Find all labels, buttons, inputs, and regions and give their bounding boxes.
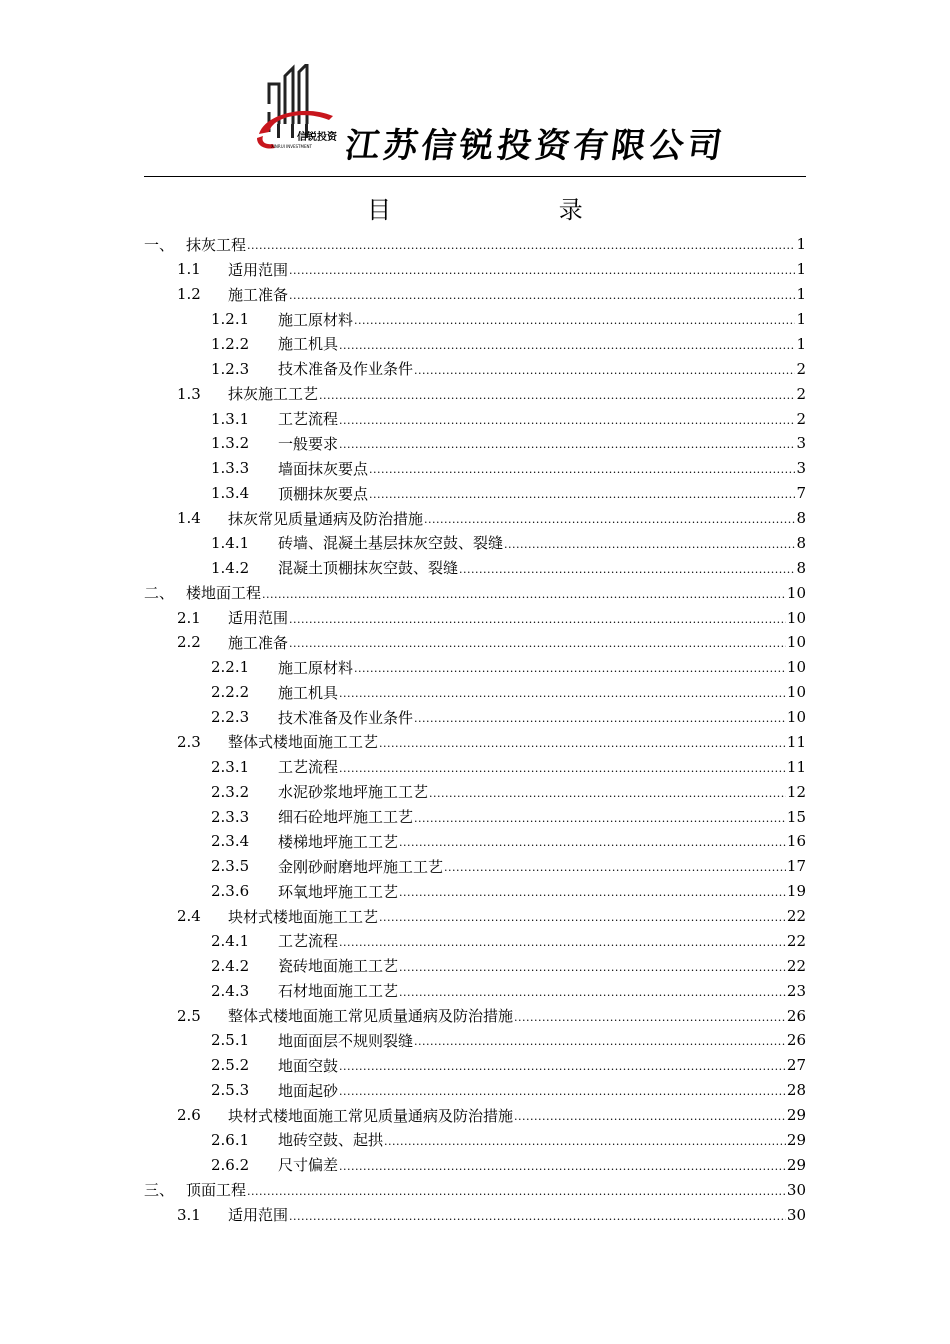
- toc-entry-title: 砖墙、混凝土基层抹灰空鼓、裂缝: [278, 534, 504, 553]
- toc-dot-leader: [444, 857, 786, 875]
- toc-entry-page: 22: [786, 907, 806, 926]
- toc-entry[interactable]: [144, 580, 806, 605]
- toc-dot-leader: [247, 235, 795, 253]
- toc-entry-number: 1.3.1: [211, 409, 250, 428]
- toc-entry-title: 细石砼地坪施工工艺: [278, 808, 414, 827]
- toc-dot-leader: [399, 832, 786, 850]
- toc-entry[interactable]: [144, 232, 806, 257]
- toc-entry-title: 地面空鼓: [278, 1056, 339, 1075]
- toc-title: 目 录: [367, 196, 663, 224]
- company-logo: [255, 64, 345, 160]
- toc-dot-leader: [339, 683, 786, 701]
- toc-dot-leader: [339, 434, 795, 452]
- toc-entry[interactable]: [144, 1028, 806, 1053]
- toc-entry-number: 2.5: [177, 1006, 201, 1025]
- toc-entry-number: 2.5.2: [211, 1056, 250, 1075]
- toc-entry[interactable]: [144, 730, 806, 755]
- toc-entry-title: 楼地面工程: [186, 584, 262, 603]
- toc-entry[interactable]: [144, 854, 806, 879]
- toc-dot-leader: [514, 1106, 786, 1124]
- toc-entry-page: 7: [796, 484, 806, 503]
- toc-dot-leader: [339, 932, 786, 950]
- toc-entry-title: 整体式楼地面施工常见质量通病及防治措施: [228, 1007, 514, 1026]
- toc-entry[interactable]: [144, 307, 806, 332]
- toc-dot-leader: [379, 733, 786, 751]
- toc-entry-title: 尺寸偏差: [278, 1156, 339, 1175]
- toc-entry[interactable]: [144, 904, 806, 929]
- toc-entry[interactable]: [144, 555, 806, 580]
- toc-entry-page: 30: [786, 1205, 806, 1224]
- toc-entry-number: 2.4.2: [211, 956, 250, 975]
- toc-entry-number: 2.6: [177, 1106, 201, 1125]
- toc-entry-number: 1.1: [177, 260, 201, 279]
- toc-dot-leader: [399, 957, 786, 975]
- toc-entry-title: 楼梯地坪施工工艺: [278, 832, 399, 851]
- toc-entry-title: 块材式楼地面施工常见质量通病及防治措施: [228, 1106, 514, 1125]
- toc-entry[interactable]: [144, 1053, 806, 1078]
- toc-entry-title: 金刚砂耐磨地坪施工工艺: [278, 857, 444, 876]
- toc-entry-number: 2.3.4: [211, 832, 250, 851]
- toc-entry[interactable]: [144, 381, 806, 406]
- toc-entry[interactable]: [144, 1103, 806, 1128]
- toc-entry-page: 8: [796, 533, 806, 552]
- toc-entry[interactable]: [144, 754, 806, 779]
- page-header: [0, 0, 950, 180]
- toc-entry[interactable]: [144, 481, 806, 506]
- toc-entry-page: 2: [796, 409, 806, 428]
- toc-entry-page: 12: [786, 782, 806, 801]
- toc-entry-page: 10: [786, 658, 806, 677]
- toc-entry[interactable]: [144, 779, 806, 804]
- toc-entry[interactable]: [144, 1177, 806, 1202]
- toc-entry-number: 1.3.4: [211, 484, 250, 503]
- toc-entry-title: 水泥砂浆地坪施工工艺: [278, 783, 429, 802]
- toc-entry-page: 11: [786, 732, 806, 751]
- toc-dot-leader: [414, 808, 786, 826]
- toc-entry[interactable]: [144, 953, 806, 978]
- toc-entry-title: 石材地面施工工艺: [278, 982, 399, 1001]
- toc-entry[interactable]: [144, 1003, 806, 1028]
- toc-dot-leader: [414, 708, 786, 726]
- toc-entry-page: 28: [786, 1081, 806, 1100]
- toc-dot-leader: [354, 310, 795, 328]
- toc-dot-leader: [289, 260, 795, 278]
- toc-entry-title: 工艺流程: [278, 758, 339, 777]
- toc-entry-title: 环氧地坪施工工艺: [278, 882, 399, 901]
- toc-entry-title: 块材式楼地面施工工艺: [228, 907, 379, 926]
- toc-entry-page: 22: [786, 931, 806, 950]
- toc-entry-number: 2.2.3: [211, 708, 250, 727]
- toc-entry-page: 29: [786, 1106, 806, 1125]
- toc-dot-leader: [247, 1181, 786, 1199]
- toc-dot-leader: [339, 758, 786, 776]
- toc-entry[interactable]: [144, 1078, 806, 1103]
- toc-entry-page: 10: [786, 708, 806, 727]
- toc-entry[interactable]: [144, 1152, 806, 1177]
- toc-entry-number: 2.1: [177, 608, 201, 627]
- toc-entry-number: 2.3.6: [211, 882, 250, 901]
- toc-entry-title: 顶棚抹灰要点: [278, 484, 369, 503]
- toc-entry[interactable]: [144, 829, 806, 854]
- toc-entry-number: 一、: [144, 235, 175, 254]
- toc-entry-title: 工艺流程: [278, 410, 339, 429]
- toc-entry[interactable]: [144, 1128, 806, 1153]
- toc-entry-page: 17: [786, 857, 806, 876]
- toc-entry-page: 29: [786, 1130, 806, 1149]
- toc-entry-title: 地砖空鼓、起拱: [278, 1131, 384, 1150]
- toc-dot-leader: [289, 609, 786, 627]
- toc-entry[interactable]: [144, 431, 806, 456]
- toc-dot-leader: [424, 509, 795, 527]
- toc-entry-number: 2.4.3: [211, 981, 250, 1000]
- toc-entry-page: 1: [796, 334, 806, 353]
- toc-entry-page: 3: [796, 434, 806, 453]
- toc-entry[interactable]: [144, 332, 806, 357]
- toc-entry-page: 10: [786, 683, 806, 702]
- toc-entry-number: 1.2: [177, 285, 201, 304]
- logo-subtext: XINRUI INVESTMENT: [271, 144, 312, 149]
- toc-entry-page: 8: [796, 558, 806, 577]
- toc-entry[interactable]: [144, 257, 806, 282]
- toc-dot-leader: [384, 1131, 786, 1149]
- toc-entry-number: 1.3.3: [211, 459, 250, 478]
- toc-entry-page: 3: [796, 459, 806, 478]
- toc-entry-number: 1.2.3: [211, 359, 250, 378]
- toc-entry-title: 适用范围: [228, 1206, 289, 1225]
- toc-entry-page: 27: [786, 1056, 806, 1075]
- toc-entry[interactable]: [144, 282, 806, 307]
- toc-entry-title: 抹灰施工工艺: [228, 385, 319, 404]
- toc-entry-title: 地面面层不规则裂缝: [278, 1031, 414, 1050]
- toc-entry-number: 2.6.1: [211, 1130, 250, 1149]
- toc-entry-number: 2.3.3: [211, 807, 250, 826]
- toc-entry-page: 30: [786, 1180, 806, 1199]
- toc-entry-number: 2.3.2: [211, 782, 250, 801]
- toc-entry-number: 1.4.1: [211, 533, 250, 552]
- toc-entry-page: 10: [786, 633, 806, 652]
- toc-entry-title: 施工机具: [278, 683, 339, 702]
- logo-text: 信锐投资: [297, 132, 337, 143]
- toc-entry-title: 整体式楼地面施工工艺: [228, 733, 379, 752]
- toc-entry-page: 1: [796, 260, 806, 279]
- toc-entry[interactable]: [144, 630, 806, 655]
- toc-entry-number: 2.4.1: [211, 931, 250, 950]
- toc-dot-leader: [369, 484, 795, 502]
- header-divider: [144, 176, 806, 177]
- toc-dot-leader: [339, 410, 795, 428]
- toc-entry[interactable]: [144, 356, 806, 381]
- toc-entry-title: 适用范围: [228, 609, 289, 628]
- toc-dot-leader: [414, 360, 795, 378]
- toc-dot-leader: [429, 783, 786, 801]
- toc-dot-leader: [262, 584, 786, 602]
- toc-dot-leader: [319, 385, 795, 403]
- toc-dot-leader: [339, 1156, 786, 1174]
- toc-entry-number: 1.3.2: [211, 434, 250, 453]
- toc-entry[interactable]: [144, 879, 806, 904]
- toc-dot-leader: [514, 1007, 786, 1025]
- toc-entry-title: 施工准备: [228, 633, 289, 652]
- toc-entry[interactable]: [144, 1202, 806, 1227]
- toc-entry[interactable]: [144, 605, 806, 630]
- toc-dot-leader: [354, 658, 786, 676]
- toc-entry[interactable]: [144, 929, 806, 954]
- toc-entry-page: 8: [796, 509, 806, 528]
- toc-entry-page: 10: [786, 608, 806, 627]
- toc-entry-number: 3.1: [177, 1205, 201, 1224]
- toc-entry[interactable]: [144, 506, 806, 531]
- toc-entry-page: 29: [786, 1155, 806, 1174]
- toc-dot-leader: [339, 1056, 786, 1074]
- toc-dot-leader: [399, 982, 786, 1000]
- toc-entry-number: 1.4.2: [211, 558, 250, 577]
- company-name: 江苏信锐投资有限公司: [342, 126, 729, 166]
- toc-entry[interactable]: [144, 406, 806, 431]
- toc-dot-leader: [289, 1206, 786, 1224]
- toc-entry-number: 2.2.1: [211, 658, 250, 677]
- toc-entry-title: 施工准备: [228, 285, 289, 304]
- toc-entry[interactable]: [144, 456, 806, 481]
- toc-entry-number: 2.2.2: [211, 683, 250, 702]
- toc-entry-title: 一般要求: [278, 434, 339, 453]
- toc-entry-number: 1.3: [177, 384, 201, 403]
- toc-entry-title: 工艺流程: [278, 932, 339, 951]
- toc-entry-page: 26: [786, 1031, 806, 1050]
- toc-entry-number: 2.3: [177, 732, 201, 751]
- toc-entry-number: 2.2: [177, 633, 201, 652]
- toc-entry-number: 2.5.3: [211, 1081, 250, 1100]
- toc-entry-page: 11: [786, 757, 806, 776]
- toc-entry-page: 15: [786, 807, 806, 826]
- toc-dot-leader: [339, 1081, 786, 1099]
- toc-entry-number: 2.6.2: [211, 1155, 250, 1174]
- toc-dot-leader: [504, 534, 795, 552]
- toc-dot-leader: [399, 882, 786, 900]
- toc-entry[interactable]: [144, 978, 806, 1003]
- toc-entry-page: 23: [786, 981, 806, 1000]
- toc-dot-leader: [414, 1031, 786, 1049]
- table-of-contents: [144, 232, 806, 1227]
- toc-entry-page: 22: [786, 956, 806, 975]
- toc-entry-number: 二、: [144, 584, 175, 603]
- toc-dot-leader: [339, 335, 795, 353]
- toc-entry-title: 墙面抹灰要点: [278, 459, 369, 478]
- toc-entry[interactable]: [144, 531, 806, 556]
- toc-entry-page: 19: [786, 882, 806, 901]
- toc-entry-title: 施工机具: [278, 335, 339, 354]
- toc-entry-page: 10: [786, 583, 806, 602]
- toc-entry-page: 2: [796, 384, 806, 403]
- toc-entry-page: 1: [796, 310, 806, 329]
- toc-entry-page: 1: [796, 235, 806, 254]
- toc-entry[interactable]: [144, 804, 806, 829]
- toc-entry-title: 抹灰常见质量通病及防治措施: [228, 509, 424, 528]
- toc-entry-title: 混凝土顶棚抹灰空鼓、裂缝: [278, 559, 459, 578]
- toc-dot-leader: [459, 559, 795, 577]
- toc-entry-number: 2.5.1: [211, 1031, 250, 1050]
- toc-entry-number: 2.3.5: [211, 857, 250, 876]
- toc-entry-page: 2: [796, 359, 806, 378]
- toc-entry-number: 2.4: [177, 907, 201, 926]
- toc-entry-title: 技术准备及作业条件: [278, 708, 414, 727]
- toc-dot-leader: [289, 285, 795, 303]
- toc-dot-leader: [369, 459, 795, 477]
- toc-entry-number: 2.3.1: [211, 757, 250, 776]
- toc-dot-leader: [379, 907, 786, 925]
- toc-entry-title: 顶面工程: [186, 1181, 247, 1200]
- toc-dot-leader: [289, 633, 786, 651]
- toc-entry-page: 26: [786, 1006, 806, 1025]
- toc-entry-title: 抹灰工程: [186, 235, 247, 254]
- toc-entry-title: 技术准备及作业条件: [278, 360, 414, 379]
- toc-entry[interactable]: [144, 655, 806, 680]
- toc-entry-title: 适用范围: [228, 260, 289, 279]
- toc-entry-number: 1.2.2: [211, 334, 250, 353]
- toc-entry-page: 1: [796, 285, 806, 304]
- toc-entry-title: 瓷砖地面施工工艺: [278, 957, 399, 976]
- toc-entry-title: 施工原材料: [278, 310, 354, 329]
- toc-entry-title: 施工原材料: [278, 658, 354, 677]
- toc-entry-number: 三、: [144, 1181, 175, 1200]
- toc-entry-page: 16: [786, 832, 806, 851]
- toc-entry[interactable]: [144, 705, 806, 730]
- toc-entry[interactable]: [144, 680, 806, 705]
- toc-entry-number: 1.4: [177, 509, 201, 528]
- toc-entry-number: 1.2.1: [211, 310, 250, 329]
- toc-entry-title: 地面起砂: [278, 1081, 339, 1100]
